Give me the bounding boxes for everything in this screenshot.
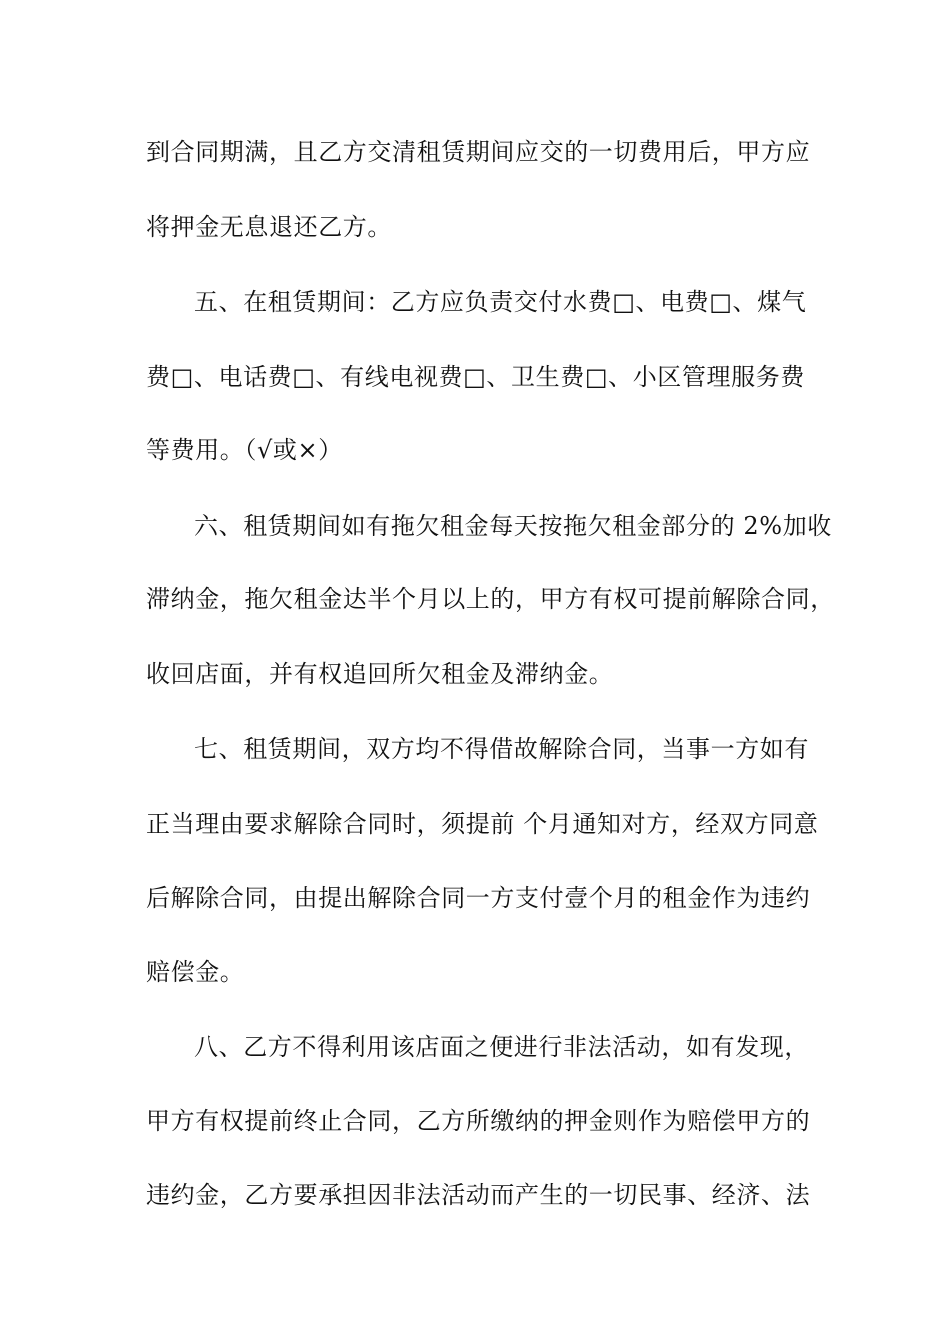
paragraph-8-start: 八、乙方不得利用该店面之便进行非法活动，如有发现， — [194, 1033, 809, 1061]
text-line: 滞纳金，拖欠租金达半个月以上的，甲方有权可提前解除合同， — [146, 585, 835, 613]
paragraph-6-start: 六、租赁期间如有拖欠租金每天按拖欠租金部分的 2%加收 — [194, 512, 832, 540]
text-line: 将押金无息退还乙方。 — [146, 213, 392, 241]
text-line: 等费用。（√或×） — [146, 436, 343, 464]
text-line: 甲方有权提前终止合同，乙方所缴纳的押金则作为赔偿甲方的 — [146, 1107, 811, 1135]
text-line: 到合同期满，且乙方交清租赁期间应交的一切费用后，甲方应 — [146, 138, 811, 166]
text-line: 赔偿金。 — [146, 958, 245, 986]
text-line: 正当理由要求解除合同时，须提前 个月通知对方，经双方同意 — [146, 810, 819, 838]
text-line: 违约金，乙方要承担因非法活动而产生的一切民事、经济、法 — [146, 1181, 811, 1209]
paragraph-5-start: 五、在租赁期间：乙方应负责交付水费□、电费□、煤气 — [194, 288, 807, 316]
text-line: 收回店面，并有权追回所欠租金及滞纳金。 — [146, 660, 614, 688]
paragraph-7-start: 七、租赁期间，双方均不得借故解除合同，当事一方如有 — [194, 735, 809, 763]
text-line: 后解除合同，由提出解除合同一方支付壹个月的租金作为违约 — [146, 884, 811, 912]
text-line: 费□、电话费□、有线电视费□、卫生费□、小区管理服务费 — [146, 363, 805, 391]
